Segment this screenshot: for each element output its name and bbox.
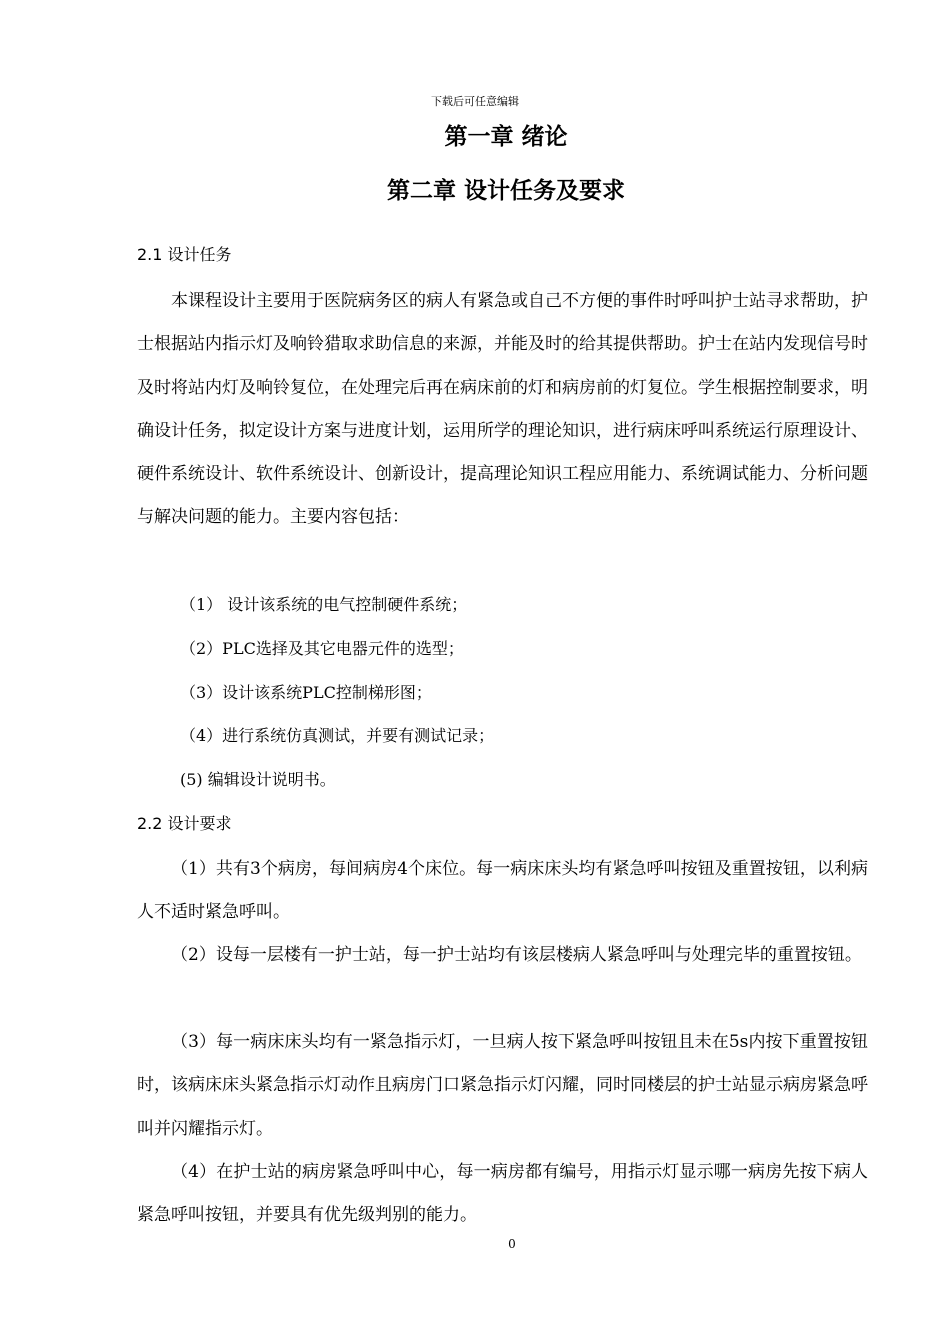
page-number: 0 xyxy=(508,1237,516,1251)
task-list-item-2: （2）PLC选择及其它电器元件的选型； xyxy=(180,639,464,658)
chapter-title-1: 第一章 绪论 xyxy=(444,124,568,150)
requirement-paragraph-4: （4）在护士站的病房紧急呼叫中心，每一病房都有编号，用指示灯显示哪一病房先按下病人紧急呼叫按钮，并要具有优先级判别的能力。 xyxy=(137,1162,868,1226)
chapter-title-2: 第二章 设计任务及要求 xyxy=(386,178,625,204)
header-note: 下载后可任意编辑 xyxy=(431,95,519,108)
task-list-item-3: （3）设计该系统PLC控制梯形图； xyxy=(180,683,432,702)
section-heading-design-requirements: 2.2 设计要求 xyxy=(137,814,232,833)
task-list-item-5: (5) 编辑设计说明书。 xyxy=(180,770,336,789)
requirement-paragraph-2: （2）设每一层楼有一护士站，每一护士站均有该层楼病人紧急呼叫与处理完毕的重置按钮。 xyxy=(171,945,862,965)
task-list-item-1: （1） 设计该系统的电气控制硬件系统； xyxy=(180,595,468,614)
requirement-paragraph-3: （3）每一病床床头均有一紧急指示灯，一旦病人按下紧急呼叫按钮且未在5s内按下重置按钮时，该病床床头紧急指示灯动作且病房门口紧急指示灯闪耀，同时同楼层的护士站显示病房紧急呼叫并闪耀指示灯。 xyxy=(137,1032,868,1139)
design-task-paragraph: 本课程设计主要用于医院病务区的病人有紧急或自己不方便的事件时呼叫护士站寻求帮助，护士根据站内指示灯及响铃猎取求助信息的来源，并能及时的给其提供帮助。护士在站内发现信号时及时将站内灯及响铃复位，在处理完后再在病床前的灯和病房前的灯复位。学生根据控制要求，明确设计任务，拟定设计方案与进度计划，运用所学的理论知识，进行病床呼叫系统运行原理设计、硬件系统设计、软件系统设计、创新设计，提高理论知识工程应用能力、系统调试能力、分析问题与解决问题的能力。主要内容包括： xyxy=(137,291,868,528)
section-heading-design-task: 2.1 设计任务 xyxy=(137,245,232,264)
requirement-paragraph-1: （1）共有3个病房，每间病房4个床位。每一病床床头均有紧急呼叫按钮及重置按钮，以利病人不适时紧急呼叫。 xyxy=(137,859,868,923)
task-list-item-4: （4）进行系统仿真测试，并要有测试记录； xyxy=(180,726,495,745)
